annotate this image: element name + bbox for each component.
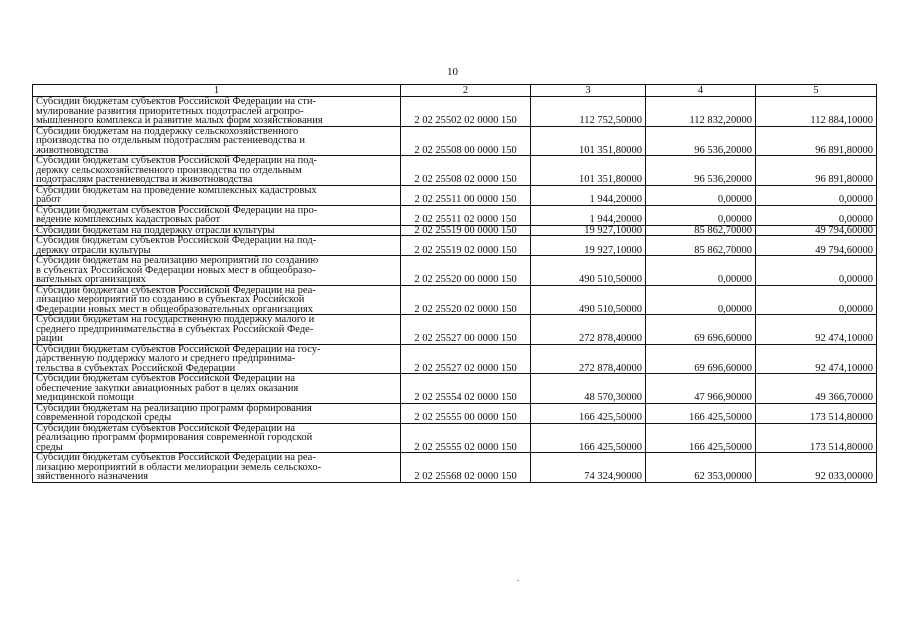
value-col3: 101 351,80000 [531,156,646,186]
description-line: лизацию мероприятий в области мелиорации земель сельскохо- [36,461,322,473]
description-line: Субсидия бюджетам субъектов Российской Федерации на под- [36,235,317,246]
row-description [33,453,401,483]
budget-code: 2 02 25502 02 0000 150 [401,97,531,127]
row-description [33,344,401,374]
value-col3: 19 927,10000 [531,225,646,236]
value-col5: 0,00000 [756,205,877,225]
value-col3: 166 425,50000 [531,423,646,453]
description-line: Федерации новых мест в общеобразовательных организациях [36,303,314,315]
table-row [33,205,877,225]
table-row [33,236,877,256]
description-line: в субъектах Российской Федерации новых мест в общеобразо- [36,264,316,276]
value-col3: 490 510,50000 [531,285,646,315]
budget-code: 2 02 25508 00 0000 150 [401,126,531,156]
description-line: держку сельскохозяйственного производства по отдельным [36,164,302,176]
description-line: Субсидии бюджетам на поддержку отрасли культуры [36,224,275,236]
row-description [33,374,401,404]
description-line: Субсидии бюджетам на реализацию мероприятий по созданию [36,255,319,266]
description-line: тельства в субъектах Российской Федерации [36,362,236,374]
table-body [33,97,877,483]
table-row [33,344,877,374]
description-line: Субсидии бюджетам субъектов Российской Федерации на реа- [36,452,316,463]
value-col5: 92 033,00000 [756,453,877,483]
budget-code: 2 02 25511 00 0000 150 [401,185,531,205]
table-row [33,453,877,483]
description-line: Субсидии бюджетам субъектов Российской Федерации на про- [36,204,318,216]
row-description [33,225,401,236]
description-line: подотраслям растениеводства и животноводства [36,174,253,185]
value-col5: 92 474,10000 [756,315,877,345]
value-col3: 74 324,90000 [531,453,646,483]
row-description [33,423,401,453]
row-description [33,315,401,345]
value-col5: 0,00000 [756,185,877,205]
row-description [33,285,401,315]
description-line: производства по отдельным подотраслям растениеводства и [36,135,305,146]
value-col4: 85 862,70000 [646,225,756,236]
budget-code: 2 02 25554 02 0000 150 [401,374,531,404]
description-line: Субсидии бюджетам субъектов Российской Федерации на [36,373,296,384]
table-row [33,285,877,315]
description-line: Субсидии бюджетам на государственную поддержку малого и [36,314,315,325]
row-description [33,205,401,225]
value-col5: 96 891,80000 [756,126,877,156]
budget-code: 2 02 25555 02 0000 150 [401,423,531,453]
budget-code: 2 02 25520 00 0000 150 [401,256,531,286]
value-col4: 85 862,70000 [646,236,756,256]
value-col5: 49 366,70000 [756,374,877,404]
description-line: лизацию мероприятий по созданию в субъектах Российской [36,294,305,305]
table-row [33,97,877,127]
row-description [33,256,401,286]
description-line: современной городской среды [36,412,172,423]
description-line: реализацию программ формирования современной городской [36,432,313,443]
table-row [33,315,877,345]
value-col4: 47 966,90000 [646,374,756,404]
table-row [33,156,877,186]
description-line: держку отрасли культуры [36,244,151,256]
column-header-2: 2 [401,85,531,97]
header-row [33,85,877,97]
description-line: ведение комплексных кадастровых работ [36,214,221,225]
budget-code: 2 02 25519 00 0000 150 [401,225,531,236]
description-line: Субсидии бюджетам на проведение комплексных кадастровых [36,184,317,196]
budget-code: 2 02 25520 02 0000 150 [401,285,531,315]
table-row [33,403,877,423]
row-description [33,403,401,423]
value-col4: 0,00000 [646,185,756,205]
description-line: Субсидии бюджетам на реализацию программ формирования [36,402,312,414]
value-col5: 49 794,60000 [756,236,877,256]
value-col5: 0,00000 [756,256,877,286]
description-line: вательных организациях [36,274,146,285]
value-col5: 173 514,80000 [756,423,877,453]
budget-table [32,84,877,483]
value-col3: 272 878,40000 [531,344,646,374]
description-line: среды [36,441,63,453]
value-col5: 92 474,10000 [756,344,877,374]
description-line: зяйственного назначения [36,471,149,482]
value-col3: 1 944,20000 [531,205,646,225]
value-col5: 173 514,80000 [756,403,877,423]
budget-code: 2 02 25568 02 0000 150 [401,453,531,483]
table-row [33,256,877,286]
description-line: Субсидии бюджетам субъектов Российской Федерации на [36,422,296,434]
table-row [33,185,877,205]
description-line: животноводства [36,144,109,156]
page-number: 10 [447,66,458,78]
value-col4: 96 536,20000 [646,156,756,186]
column-header-5: 5 [756,85,877,97]
description-line: обеспечение закупки авиационных работ в целях оказания [36,382,299,394]
value-col3: 48 570,30000 [531,374,646,404]
row-description [33,126,401,156]
value-col4: 69 696,60000 [646,315,756,345]
description-line: Субсидии бюджетам на поддержку сельскохозяйственного [36,125,299,137]
column-header-3: 3 [531,85,646,97]
value-col3: 101 351,80000 [531,126,646,156]
row-description [33,97,401,127]
value-col4: 69 696,60000 [646,344,756,374]
value-col5: 0,00000 [756,285,877,315]
value-col4: 112 832,20000 [646,97,756,127]
value-col3: 112 752,50000 [531,97,646,127]
value-col4: 0,00000 [646,205,756,225]
description-line: мулирование развития приоритетных подотраслей агропро- [36,105,304,117]
value-col5: 96 891,80000 [756,156,877,186]
table-row [33,225,877,236]
description-line: медицинской помощи [36,392,134,403]
budget-code: 2 02 25527 02 0000 150 [401,344,531,374]
description-line: мышленного комплекса и развитие малых форм хозяйствования [36,115,323,126]
column-header-1: 1 [33,85,401,97]
value-col4: 166 425,50000 [646,423,756,453]
description-line: рации [36,333,63,344]
value-col4: 0,00000 [646,256,756,286]
value-col4: 96 536,20000 [646,126,756,156]
value-col3: 19 927,10000 [531,236,646,256]
budget-code: 2 02 25519 02 0000 150 [401,236,531,256]
value-col5: 112 884,10000 [756,97,877,127]
value-col5: 49 794,60000 [756,225,877,236]
scan-artifact [517,580,519,581]
column-header-4: 4 [646,85,756,97]
value-col3: 166 425,50000 [531,403,646,423]
value-col3: 490 510,50000 [531,256,646,286]
description-line: среднего предпринимательства в субъектах Российской Феде- [36,323,314,335]
row-description [33,156,401,186]
value-col4: 0,00000 [646,285,756,315]
table-row [33,374,877,404]
value-col3: 1 944,20000 [531,185,646,205]
budget-code: 2 02 25527 00 0000 150 [401,315,531,345]
description-line: Субсидии бюджетам субъектов Российской Федерации на реа- [36,284,316,296]
description-line: Субсидии бюджетам субъектов Российской Федерации на госу- [36,343,321,355]
row-description [33,236,401,256]
table-row [33,126,877,156]
budget-code: 2 02 25508 02 0000 150 [401,156,531,186]
row-description [33,185,401,205]
value-col4: 166 425,50000 [646,403,756,423]
description-line: Субсидии бюджетам субъектов Российской Федерации на сти- [36,96,317,107]
value-col4: 62 353,00000 [646,453,756,483]
table-row [33,423,877,453]
budget-code: 2 02 25511 02 0000 150 [401,205,531,225]
description-line: дарственную поддержку малого и среднего предпринима- [36,353,296,364]
value-col3: 272 878,40000 [531,315,646,345]
description-line: работ [36,194,61,205]
budget-code: 2 02 25555 00 0000 150 [401,403,531,423]
description-line: Субсидии бюджетам субъектов Российской Федерации на под- [36,155,318,166]
